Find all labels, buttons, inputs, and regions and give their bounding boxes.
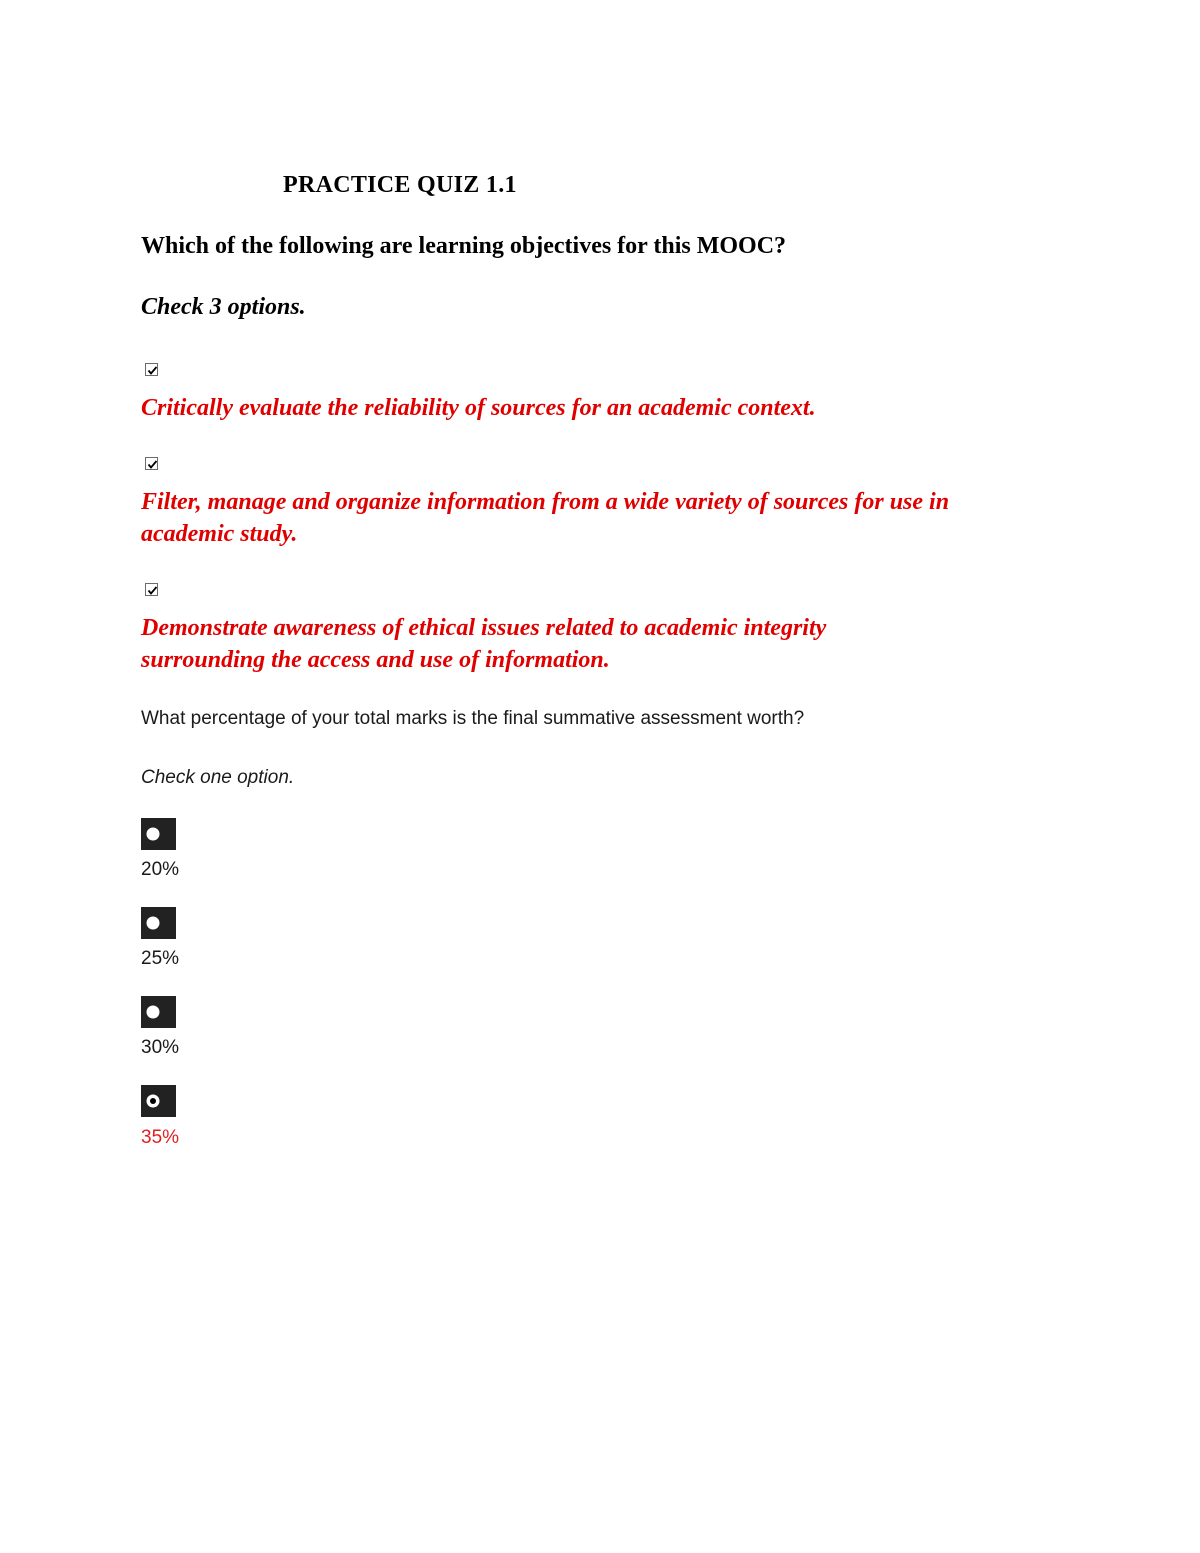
checkbox-option-2[interactable] — [145, 457, 158, 470]
question-1-prompt: Which of the following are learning objectives for this MOOC? — [141, 233, 787, 259]
radio-selected-icon — [141, 1085, 176, 1117]
radio-unselected-icon — [141, 818, 176, 850]
checkmark-icon — [147, 459, 158, 470]
radio-unselected-icon — [141, 907, 176, 939]
option-2-label: Filter, manage and organize information from a wide variety of sources for use in academic study. — [141, 489, 950, 547]
radio-option-30[interactable] — [141, 996, 176, 1028]
radio-label-20: 20% — [141, 859, 180, 880]
question-2-instruction: Check one option. — [141, 767, 295, 788]
option-3-label: Demonstrate awareness of ethical issues related to academic integrity surrounding the access and use of information. — [141, 615, 827, 673]
question-2-prompt: What percentage of your total marks is the final summative assessment worth? — [141, 708, 805, 729]
checkmark-icon — [147, 585, 158, 596]
checkbox-option-3[interactable] — [145, 583, 158, 596]
option-1-label: Critically evaluate the reliability of sources for an academic context. — [141, 395, 816, 421]
radio-unselected-icon — [141, 996, 176, 1028]
radio-option-20[interactable] — [141, 818, 176, 850]
radio-option-25[interactable] — [141, 907, 176, 939]
page-title: PRACTICE QUIZ 1.1 — [283, 172, 517, 198]
checkmark-icon — [147, 365, 158, 376]
checkbox-option-1[interactable] — [145, 363, 158, 376]
question-1-instruction: Check 3 options. — [141, 294, 306, 320]
radio-label-30: 30% — [141, 1037, 180, 1058]
radio-label-25: 25% — [141, 948, 180, 969]
radio-label-35: 35% — [141, 1127, 180, 1148]
radio-option-35[interactable] — [141, 1085, 176, 1117]
